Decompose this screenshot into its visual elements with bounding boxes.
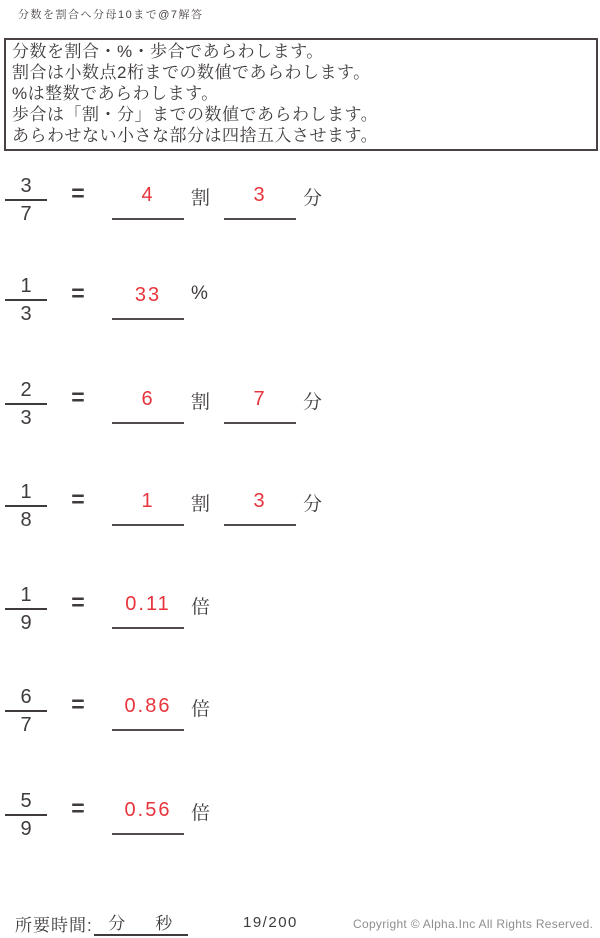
answer-unit: 倍 (191, 597, 211, 618)
elapsed-time-label: 所要時間: (15, 916, 93, 935)
instruction-line: 分数を割合・%・歩合であらわします。 (12, 42, 324, 61)
fraction (5, 370, 47, 439)
copyright-notice: Copyright © Alpha.Inc All Rights Reserved. (353, 917, 594, 931)
answer-blank (112, 787, 184, 835)
answer-unit: 分 (303, 392, 323, 413)
page-number: 19/200 (243, 914, 298, 931)
answer-value: 6 (141, 387, 155, 410)
answer-blank (112, 683, 184, 731)
instruction-line: 割合は小数点2桁までの数値であらわします。 (12, 63, 371, 82)
equals-sign: = (71, 384, 85, 410)
elapsed-time-field (15, 911, 188, 936)
fraction-numerator: 1 (5, 472, 47, 507)
answer-blank (112, 376, 184, 424)
instruction-line: 歩合は「割・分」までの数値であらわします。 (12, 105, 379, 124)
answer-value: 4 (141, 183, 155, 206)
answer-unit: 分 (303, 494, 323, 515)
fraction (5, 166, 47, 235)
seconds-unit-label: 秒 (155, 914, 174, 933)
answer-value: 0.56 (124, 798, 172, 821)
answer-unit: 割 (191, 188, 211, 209)
fraction (5, 575, 47, 644)
equals-sign: = (71, 486, 85, 512)
answer-unit: 分 (303, 188, 323, 209)
answer-blank (224, 376, 296, 424)
fraction-denominator: 9 (20, 818, 32, 840)
equals-sign: = (71, 691, 85, 717)
answer-value: 3 (253, 489, 267, 512)
equals-sign: = (71, 280, 85, 306)
fraction-denominator: 3 (20, 303, 32, 325)
problem-row-1 (0, 166, 600, 238)
answer-unit: % (191, 283, 208, 304)
answer-value: 1 (141, 489, 155, 512)
fraction (5, 472, 47, 541)
equals-sign: = (71, 589, 85, 615)
answer-value: 3 (253, 183, 267, 206)
fraction-numerator: 5 (5, 781, 47, 816)
answer-unit: 割 (191, 392, 211, 413)
elapsed-time-blank (94, 912, 188, 936)
fraction-denominator: 7 (20, 203, 32, 225)
answer-value: 0.11 (125, 592, 171, 615)
fraction (5, 781, 47, 850)
fraction-denominator: 3 (20, 407, 32, 429)
equals-sign: = (71, 795, 85, 821)
answer-blank (224, 172, 296, 220)
fraction-denominator: 8 (20, 509, 32, 531)
answer-unit: 倍 (191, 803, 211, 824)
fraction-numerator: 2 (5, 370, 47, 405)
problem-row-4 (0, 472, 600, 544)
answer-blank (112, 272, 184, 320)
fraction-numerator: 6 (5, 677, 47, 712)
fraction-denominator: 7 (20, 714, 32, 736)
instructions-box (4, 38, 598, 151)
problem-row-2 (0, 266, 600, 338)
fraction (5, 677, 47, 746)
equals-sign: = (71, 180, 85, 206)
fraction-numerator: 3 (5, 166, 47, 201)
instruction-line: あらわせない小さな部分は四捨五入させます。 (12, 126, 379, 145)
answer-blank (112, 581, 184, 629)
answer-blank (112, 478, 184, 526)
answer-unit: 倍 (191, 699, 211, 720)
fraction (5, 266, 47, 335)
problem-row-7 (0, 781, 600, 853)
problem-row-5 (0, 575, 600, 647)
minutes-unit-label: 分 (108, 914, 127, 933)
answer-blank (224, 478, 296, 526)
answer-value: 7 (253, 387, 267, 410)
problem-row-6 (0, 677, 600, 749)
answer-value: 0.86 (124, 694, 172, 717)
fraction-numerator: 1 (5, 575, 47, 610)
problem-row-3 (0, 370, 600, 442)
answer-value: 33 (134, 283, 162, 306)
answer-blank (112, 172, 184, 220)
instruction-line: %は整数であらわします。 (12, 84, 219, 103)
fraction-numerator: 1 (5, 266, 47, 301)
answer-unit: 割 (191, 494, 211, 515)
page-title: 分数を割合へ分母10まで@7解答 (18, 9, 204, 21)
fraction-denominator: 9 (20, 612, 32, 634)
